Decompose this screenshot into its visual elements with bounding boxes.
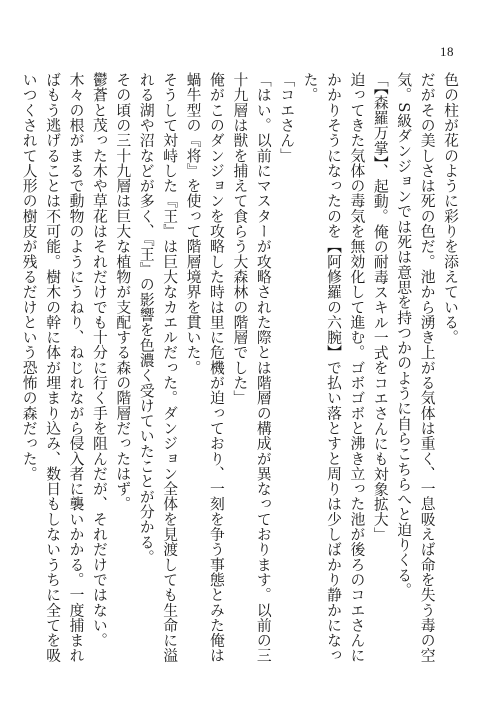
page-number: 18 — [440, 44, 454, 59]
paragraph-2: だがその美しさは死の色だ。池から湧き上がる気体は重く、一息吸えば命を失う毒の空気。S級ダンジョンでは死は意思を持つかのように自らこちらへと迫りくる。 — [395, 72, 436, 663]
paragraph-6: 「はい。以前にマスターが攻略された際とは階層の構成が異なっております。以前の三十九層は獣を捕えて食らう大森林の階層でした」 — [231, 72, 272, 663]
paragraph-10: 鬱蒼と茂った木や草花はそれだけでも十分に行く手を阻んだが、それだけではない。木々の根がまるで動物のようにうねり、ねじれながら侵入者に襲いかかる。一度捕まればもう逃げることは不可能。樹木の幹に体が埋まり込み、数日もしないうちに全てを吸いつくされて人形の樹皮が残るだけという恐怖の森だった。 — [20, 72, 108, 663]
paragraph-8: そうして対峙した『王』は巨大なカエルだった。ダンジョン全体を見渡しても生命に溢れる湖や沼などが多く、『王』の影響を色濃く受けていたことが分かる。 — [137, 72, 179, 663]
vertical-text-body — [20, 72, 462, 664]
paragraph-7: 俺がこのダンジョンを攻略した時は里に危機が迫っており、一刻を争う事態とみた俺は蝸牛型の『将』を使って階層境界を貫いた。 — [184, 72, 225, 663]
paragraph-4: 迫ってきた気体の毒気を無効化して進む。ゴボゴボと沸き立った池が後ろのコエさんにかかりそうになったのを【阿修羅の六腕】で払い落とすと周りは少しばかり静かになった。 — [301, 72, 366, 663]
paragraph-9: その頃の三十九層は巨大な植物が支配する森の階層だったはず。 — [114, 72, 132, 512]
paragraph-3: 「【森羅万掌】、起動。俺の耐毒スキル一式をコエさんにも対象拡大」 — [371, 72, 389, 542]
paragraph-5: 「コエさん」 — [278, 72, 296, 163]
paragraph-1: 色の柱が花のように彩りを添えている。 — [442, 72, 459, 345]
